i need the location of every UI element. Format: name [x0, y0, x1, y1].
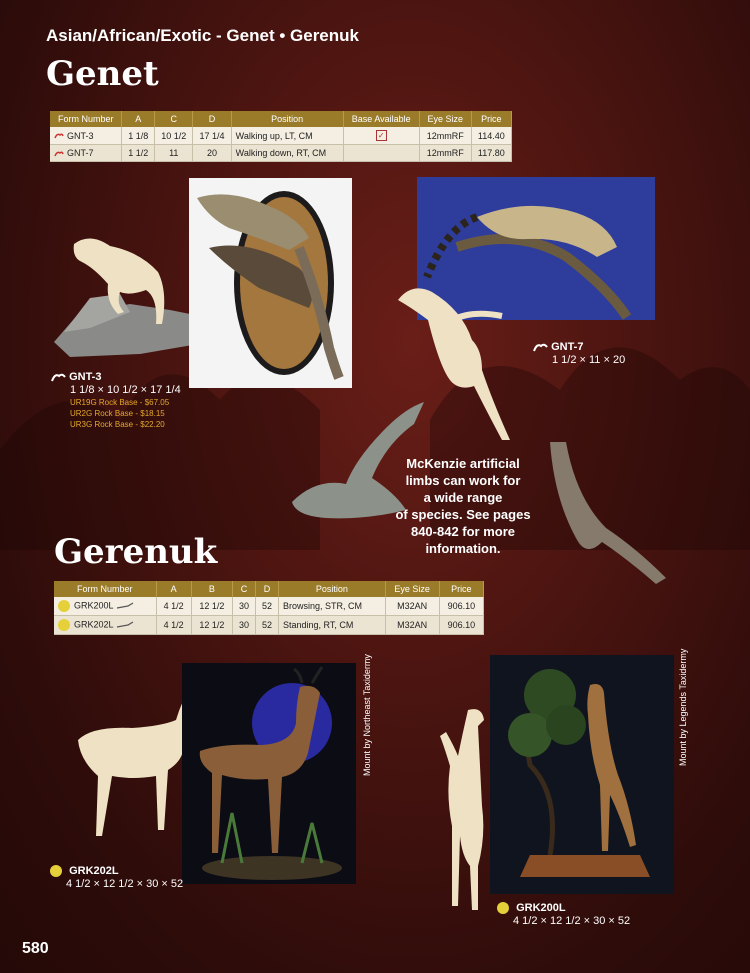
credit-northeast: Mount by Northeast Taxidermy [362, 654, 372, 776]
page-number: 580 [22, 940, 49, 957]
form-number: GRK202L [74, 619, 114, 630]
table-row [54, 616, 484, 635]
genet-form-icon [50, 371, 66, 383]
column-header: Price [471, 111, 511, 127]
cell-base [343, 145, 419, 162]
form-cell [54, 597, 156, 616]
table-header-row [54, 581, 484, 597]
cell-position: Browsing, STR, CM [279, 597, 386, 616]
cell-d: 52 [256, 616, 279, 635]
column-header: D [256, 581, 279, 597]
cell-eye: M32AN [385, 597, 439, 616]
gnt7-dims: 1 1/2 × 11 × 20 [552, 354, 626, 366]
form-number: GNT-7 [67, 148, 94, 158]
column-header: Price [439, 581, 483, 597]
genet-title: Genet [46, 54, 159, 94]
gerenuk-title: Gerenuk [54, 532, 218, 572]
cell-d: 20 [193, 145, 231, 162]
column-header: Eye Size [385, 581, 439, 597]
cell-eye: M32AN [385, 616, 439, 635]
table-row [50, 127, 512, 145]
note-line: McKenzie artificial [406, 456, 520, 471]
column-header: C [232, 581, 255, 597]
cell-eye: 12mmRF [419, 127, 471, 145]
cell-position: Walking down, RT, CM [231, 145, 343, 162]
form-number: GRK200L [74, 600, 114, 611]
cell-b: 12 1/2 [191, 616, 232, 635]
gerenuk-form-icon [497, 902, 509, 914]
grk202l-dims: 4 1/2 × 12 1/2 × 30 × 52 [66, 878, 184, 890]
checkmark-icon: ✓ [376, 130, 387, 141]
column-header: Position [231, 111, 343, 127]
column-header: Base Available [343, 111, 419, 127]
grk200l-id: GRK200L [516, 902, 566, 914]
grk202l-id: GRK202L [69, 865, 119, 877]
column-header: Eye Size [419, 111, 471, 127]
column-header: A [156, 581, 191, 597]
note-line: 840-842 for more [410, 524, 516, 539]
genet-spec-table [50, 111, 512, 162]
cell-d: 52 [256, 597, 279, 616]
rock-base-option: UR3G Rock Base - $22.20 [70, 420, 165, 429]
column-header: C [155, 111, 193, 127]
note-line: of species. See pages [395, 507, 531, 522]
column-header: B [191, 581, 232, 597]
form-cell [54, 616, 156, 635]
cell-c: 11 [155, 145, 193, 162]
column-header: Form Number [50, 111, 122, 127]
grk200l-caption [497, 902, 630, 928]
form-cell [50, 127, 122, 145]
credit-legends: Mount by Legends Taxidermy [678, 648, 688, 766]
gnt3-id: GNT-3 [69, 371, 102, 383]
cell-c: 30 [232, 597, 255, 616]
gerenuk-profile-icon [116, 621, 134, 629]
gerenuk-standing-mount-photo [182, 663, 356, 884]
artificial-branch-image [546, 438, 668, 584]
note-line: information. [425, 541, 501, 556]
cell-price: 906.10 [439, 597, 483, 616]
column-header: A [122, 111, 155, 127]
table-header-row [50, 111, 512, 127]
cell-price: 906.10 [439, 616, 483, 635]
cell-b: 12 1/2 [191, 597, 232, 616]
column-header: Position [279, 581, 386, 597]
gnt7-caption [532, 341, 625, 367]
oval-plaque-image [189, 178, 352, 388]
cell-price: 114.40 [471, 127, 511, 145]
grk202l-caption [50, 865, 183, 891]
grk200l-dims: 4 1/2 × 12 1/2 × 30 × 52 [513, 915, 631, 927]
genet-oval-mount-photo [189, 178, 352, 388]
genet-form-icon [54, 132, 64, 140]
cell-a: 4 1/2 [156, 597, 191, 616]
gerenuk-form-icon [58, 600, 70, 612]
gnt7-id: GNT-7 [551, 341, 584, 353]
note-line: a wide range [423, 490, 503, 505]
cell-c: 10 1/2 [155, 127, 193, 145]
artificial-limbs-note [392, 455, 534, 557]
rock-base-option: UR19G Rock Base - $67.05 [70, 398, 170, 407]
form-cell [50, 145, 122, 162]
cell-base [343, 127, 419, 145]
column-header: Form Number [54, 581, 156, 597]
cell-c: 30 [232, 616, 255, 635]
gerenuk-form-icon [58, 619, 70, 631]
cell-a: 1 1/8 [122, 127, 155, 145]
form-number: GNT-3 [67, 130, 94, 141]
cell-eye: 12mmRF [419, 145, 471, 162]
cell-position: Standing, RT, CM [279, 616, 386, 635]
cell-a: 1 1/2 [122, 145, 155, 162]
table-row [54, 597, 484, 616]
gerenuk-browsing-mount-photo [490, 655, 674, 894]
table-row [50, 145, 512, 162]
page-header: Asian/African/Exotic - Genet • Gerenuk [46, 26, 359, 45]
cell-d: 17 1/4 [193, 127, 231, 145]
cell-price: 117.80 [471, 145, 511, 162]
cell-position: Walking up, LT, CM [231, 127, 343, 145]
genet-form-icon [54, 150, 64, 158]
column-header: D [193, 111, 231, 127]
cell-a: 4 1/2 [156, 616, 191, 635]
gerenuk-browsing-image [490, 655, 674, 894]
gerenuk-profile-icon [116, 602, 134, 610]
genet-form-icon [532, 341, 548, 353]
note-line: limbs can work for [405, 473, 521, 488]
gerenuk-standing-image [182, 663, 356, 884]
gnt3-caption [50, 371, 181, 430]
gnt3-dims: 1 1/8 × 10 1/2 × 17 1/4 [70, 384, 181, 396]
rock-base-option: UR2G Rock Base - $18.15 [70, 409, 165, 418]
gerenuk-form-icon [50, 865, 62, 877]
gerenuk-spec-table [54, 581, 484, 635]
